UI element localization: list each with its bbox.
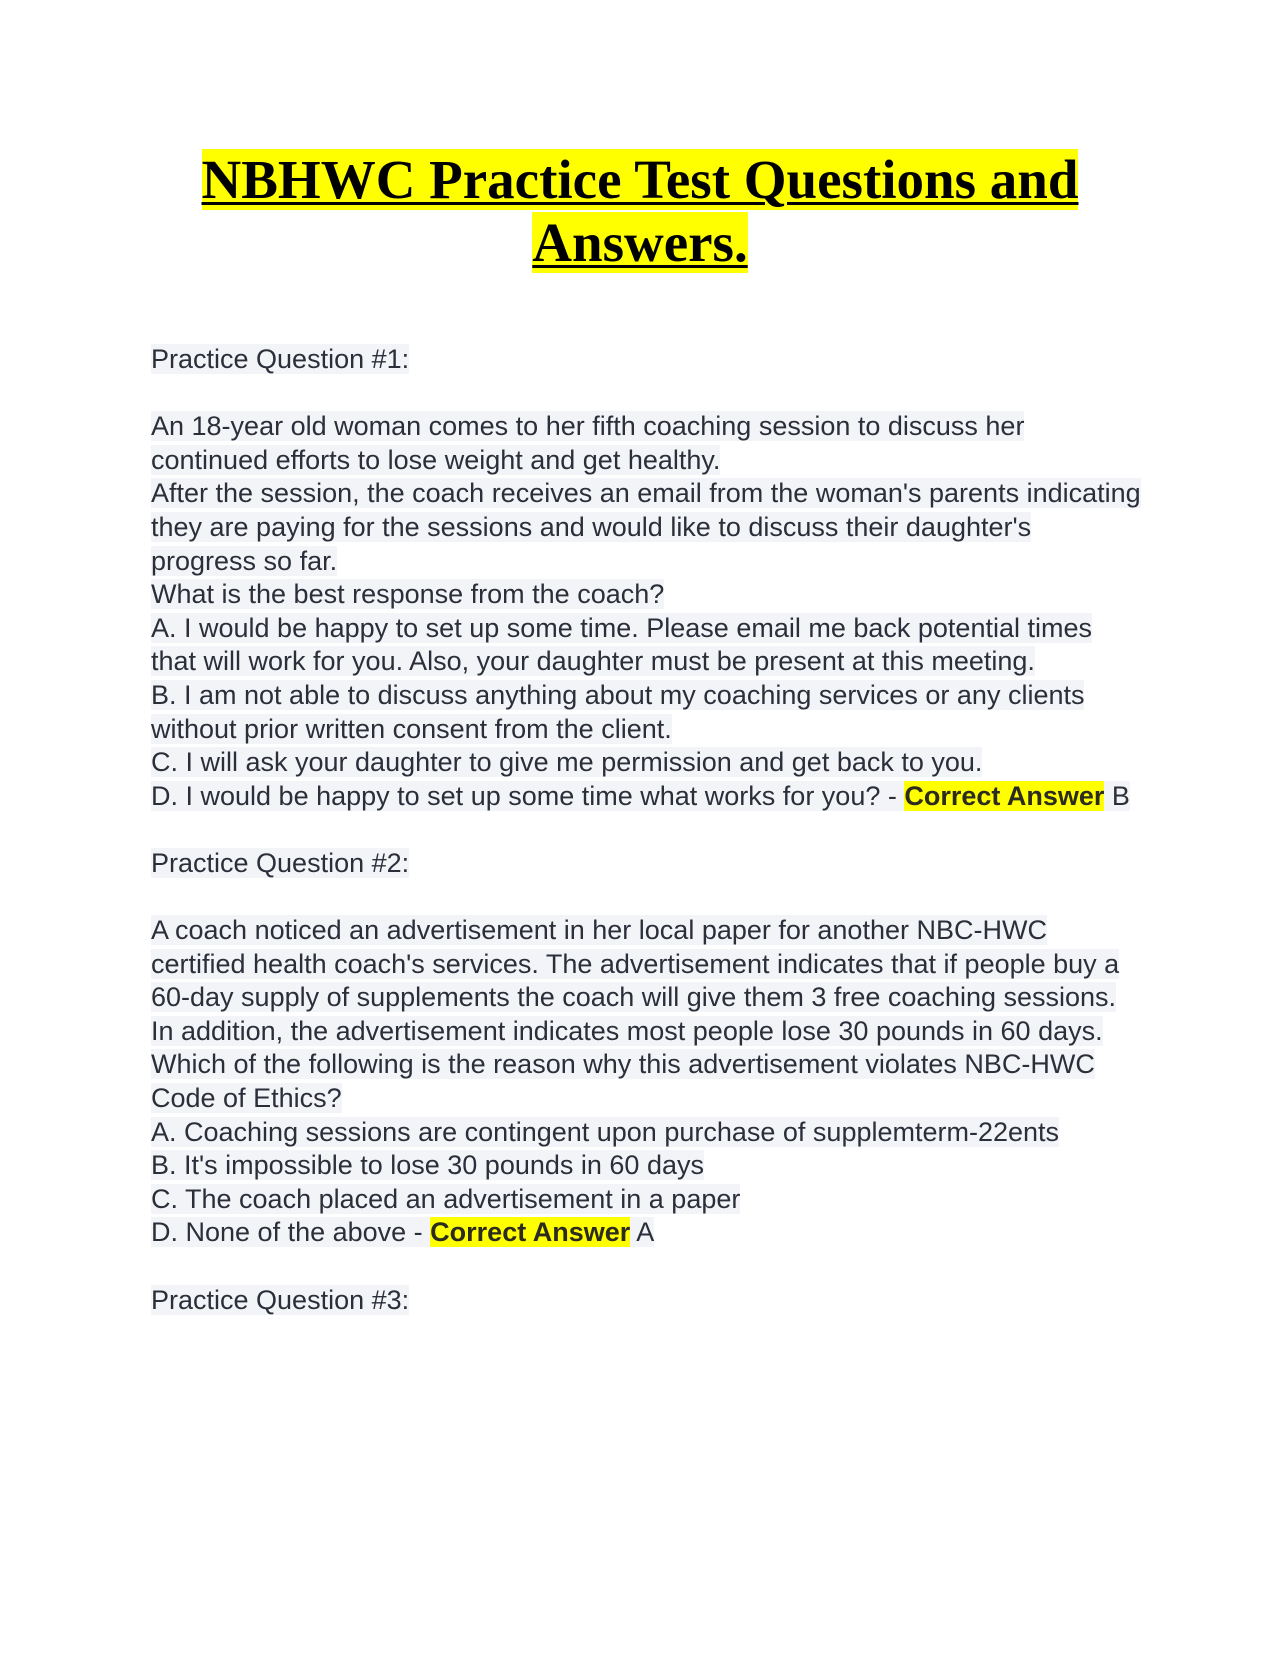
- document-body: [151, 343, 1141, 1317]
- question-2-option-c: C. The coach placed an advertisement in a paper: [151, 1183, 741, 1214]
- correct-answer-value: A: [630, 1217, 655, 1248]
- question-1-option-a: A. I would be happy to set up some time. Please email me back potential times that will work for you. Also, your daughter must be present at this meeting.: [151, 612, 1092, 677]
- paragraph-gap: [151, 1250, 1141, 1284]
- question-1-stem-line: What is the best response from the coach?: [151, 579, 665, 610]
- question-3-heading: Practice Question #3:: [151, 1284, 410, 1315]
- paragraph-gap: [151, 813, 1141, 847]
- question-1-option-c: C. I will ask your daughter to give me permission and get back to you.: [151, 747, 983, 778]
- paragraph-gap: [151, 881, 1141, 915]
- title-line-2: Answers.: [532, 212, 748, 273]
- question-2-option-a: A. Coaching sessions are contingent upon purchase of supplemterm-22ents: [151, 1116, 1060, 1147]
- question-2-stem: A coach noticed an advertisement in her local paper for another NBC-HWC certified health coach's services. The advertisement indicates that if people buy a 60-day supply of supplements the coach will give them 3 free coaching sessions. In addition, the advertisement indicates most people lose 30 pounds in 60 days. Which of the following is the reason why this advertisement violates NBC-HWC Code of Ethics?: [151, 915, 1120, 1114]
- correct-answer-value: B: [1104, 780, 1130, 811]
- question-1-option-b: B. I am not able to discuss anything about my coaching services or any clients without prior written consent from the client.: [151, 679, 1085, 744]
- question-2-option-b: B. It's impossible to lose 30 pounds in 60 days: [151, 1150, 704, 1181]
- question-1-stem-line: An 18-year old woman comes to her fifth coaching session to discuss her continued efforts to lose weight and get healthy.: [151, 411, 1025, 475]
- question-2-option-d: D. None of the above - Correct Answer A: [151, 1217, 655, 1248]
- question-1-heading: Practice Question #1:: [151, 344, 410, 374]
- question-2-heading: Practice Question #2:: [151, 847, 410, 878]
- question-1-stem-line: After the session, the coach receives an email from the woman's parents indicating they are paying for the sessions and would like to discuss their daughter's progress so far.: [151, 478, 1141, 576]
- question-1-option-d: D. I would be happy to set up some time what works for you? - Correct Answer B: [151, 780, 1130, 811]
- document-title: [100, 148, 1180, 274]
- paragraph-gap: [151, 377, 1141, 411]
- correct-answer-label: Correct Answer: [430, 1217, 631, 1248]
- correct-answer-label: Correct Answer: [904, 780, 1105, 811]
- title-line-1: NBHWC Practice Test Questions and: [201, 149, 1079, 210]
